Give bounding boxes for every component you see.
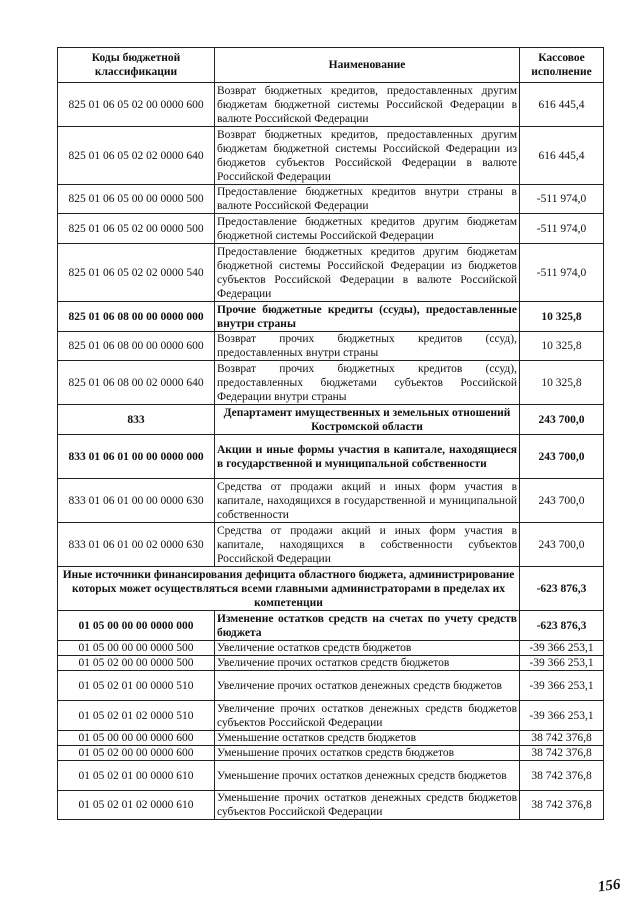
cell-amount: 38 742 376,8: [520, 791, 604, 820]
cell-amount: -511 974,0: [520, 244, 604, 302]
table-row: [58, 83, 604, 127]
table-row: [58, 361, 604, 405]
table-body: [58, 83, 604, 820]
cell-name: Средства от продажи акций и иных форм участия в капитале, находящихся в собственности субъектов Российской Федерации: [215, 523, 520, 567]
cell-name: Возврат прочих бюджетных кредитов (ссуд), предоставленных бюджетами субъектов Российской Федерации внутри страны: [215, 361, 520, 405]
table-row: [58, 302, 604, 332]
header-code: Коды бюджетной классификации: [58, 48, 215, 83]
table-row: [58, 746, 604, 761]
cell-name: Возврат бюджетных кредитов, предоставленных другим бюджетам бюджетной системы Российской Федерации в валюте Российской Федерации: [215, 83, 520, 127]
cell-code: 833 01 06 01 00 00 0000 000: [58, 435, 215, 479]
cell-code: 825 01 06 08 00 02 0000 640: [58, 361, 215, 405]
table-row: [58, 761, 604, 791]
cell-name: Департамент имущественных и земельных отношений Костромской области: [215, 405, 520, 435]
header-name: Наименование: [215, 48, 520, 83]
cell-amount: -623 876,3: [520, 567, 604, 611]
cell-amount: 38 742 376,8: [520, 761, 604, 791]
cell-amount: -39 366 253,1: [520, 701, 604, 731]
table-row: [58, 611, 604, 641]
table-row: [58, 731, 604, 746]
cell-code: 01 05 00 00 00 0000 500: [58, 641, 215, 656]
cell-amount: -623 876,3: [520, 611, 604, 641]
cell-name: Прочие бюджетные кредиты (ссуды), предоставленные внутри страны: [215, 302, 520, 332]
cell-name: Увеличение остатков средств бюджетов: [215, 641, 520, 656]
table-row: [58, 671, 604, 701]
cell-name: Увеличение прочих остатков денежных средств бюджетов субъектов Российской Федерации: [215, 701, 520, 731]
cell-name: Акции и иные формы участия в капитале, находящиеся в государственной и муниципальной собственности: [215, 435, 520, 479]
cell-amount: -39 366 253,1: [520, 671, 604, 701]
table-row: [58, 185, 604, 214]
cell-amount: -511 974,0: [520, 214, 604, 244]
cell-code: 01 05 00 00 00 0000 600: [58, 731, 215, 746]
page-number: 156: [596, 876, 621, 896]
table-header-row: [58, 48, 604, 83]
cell-code: 01 05 02 01 00 0000 510: [58, 671, 215, 701]
cell-code: 01 05 00 00 00 0000 000: [58, 611, 215, 641]
cell-amount: 10 325,8: [520, 332, 604, 361]
cell-amount: 243 700,0: [520, 523, 604, 567]
cell-name: Возврат бюджетных кредитов, предоставленных другим бюджетам бюджетной системы Российской Федерации из бюджетов субъектов Российской Федерации в валюте Российской Федерации: [215, 127, 520, 185]
cell-name: Предоставление бюджетных кредитов другим бюджетам бюджетной системы Российской Федерации: [215, 214, 520, 244]
cell-name: Уменьшение прочих остатков денежных средств бюджетов субъектов Российской Федерации: [215, 791, 520, 820]
cell-amount: 38 742 376,8: [520, 731, 604, 746]
cell-name: Увеличение прочих остатков средств бюджетов: [215, 656, 520, 671]
table-row: [58, 435, 604, 479]
header-amount: Кассовое исполнение: [520, 48, 604, 83]
cell-name: Уменьшение прочих остатков средств бюджетов: [215, 746, 520, 761]
table-row: [58, 701, 604, 731]
cell-amount: 243 700,0: [520, 479, 604, 523]
cell-name: Увеличение прочих остатков денежных средств бюджетов: [215, 671, 520, 701]
cell-code: 01 05 02 01 02 0000 610: [58, 791, 215, 820]
cell-code: 825 01 06 08 00 00 0000 600: [58, 332, 215, 361]
cell-code: 825 01 06 05 02 00 0000 600: [58, 83, 215, 127]
cell-code: 825 01 06 05 00 00 0000 500: [58, 185, 215, 214]
table-row: [58, 405, 604, 435]
cell-name: Уменьшение остатков средств бюджетов: [215, 731, 520, 746]
cell-name: Средства от продажи акций и иных форм участия в капитале, находящихся в государственной и муниципальной собственности: [215, 479, 520, 523]
cell-amount: 616 445,4: [520, 127, 604, 185]
table-row: [58, 479, 604, 523]
cell-amount: 243 700,0: [520, 435, 604, 479]
cell-amount: 616 445,4: [520, 83, 604, 127]
cell-amount: 10 325,8: [520, 302, 604, 332]
cell-code: 825 01 06 05 02 00 0000 500: [58, 214, 215, 244]
cell-name: Уменьшение прочих остатков денежных средств бюджетов: [215, 761, 520, 791]
cell-code: 01 05 02 00 00 0000 600: [58, 746, 215, 761]
table-row: [58, 244, 604, 302]
table-row: [58, 214, 604, 244]
cell-amount: 243 700,0: [520, 405, 604, 435]
table-row: [58, 523, 604, 567]
budget-table: [57, 47, 604, 820]
cell-name: Изменение остатков средств на счетах по учету средств бюджета: [215, 611, 520, 641]
cell-amount: -511 974,0: [520, 185, 604, 214]
table-row: [58, 332, 604, 361]
table-row: [58, 641, 604, 656]
cell-name: Предоставление бюджетных кредитов другим бюджетам бюджетной системы Российской Федерации из бюджетов субъектов Российской Федерации в валюте Российской Федерации: [215, 244, 520, 302]
cell-amount: -39 366 253,1: [520, 656, 604, 671]
cell-name: Иные источники финансирования дефицита областного бюджета, администрирование которых может осуществляться всеми главными администраторами в пределах их компетенции: [58, 567, 520, 611]
cell-amount: 10 325,8: [520, 361, 604, 405]
cell-amount: -39 366 253,1: [520, 641, 604, 656]
cell-code: 825 01 06 08 00 00 0000 000: [58, 302, 215, 332]
table-row: [58, 567, 604, 611]
cell-code: 01 05 02 00 00 0000 500: [58, 656, 215, 671]
cell-code: 825 01 06 05 02 02 0000 540: [58, 244, 215, 302]
cell-amount: 38 742 376,8: [520, 746, 604, 761]
cell-code: 01 05 02 01 02 0000 510: [58, 701, 215, 731]
cell-name: Возврат прочих бюджетных кредитов (ссуд), предоставленных внутри страны: [215, 332, 520, 361]
cell-code: 825 01 06 05 02 02 0000 640: [58, 127, 215, 185]
cell-code: 01 05 02 01 00 0000 610: [58, 761, 215, 791]
cell-code: 833 01 06 01 00 02 0000 630: [58, 523, 215, 567]
table-row: [58, 791, 604, 820]
cell-code: 833 01 06 01 00 00 0000 630: [58, 479, 215, 523]
table-row: [58, 656, 604, 671]
table-row: [58, 127, 604, 185]
cell-code: 833: [58, 405, 215, 435]
cell-name: Предоставление бюджетных кредитов внутри страны в валюте Российской Федерации: [215, 185, 520, 214]
